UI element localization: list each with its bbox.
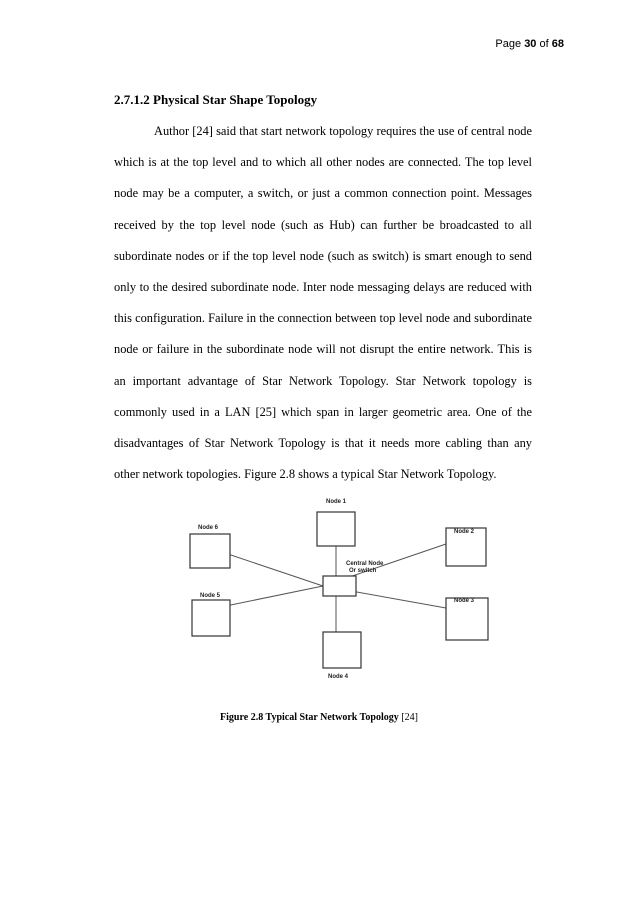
central-node-label-line1: Central Node [346,561,384,567]
node2-label: Node 2 [454,529,475,535]
page-total: 68 [551,38,564,50]
node3-label: Node 3 [454,598,475,604]
page-of: of [539,38,549,50]
star-topology-diagram [176,490,496,686]
link-node5 [216,586,323,608]
node4-box [323,632,361,668]
figure-caption-title: Figure 2.8 Typical Star Network Topology [220,712,399,723]
body-paragraph: Author [24] said that start network topology requires the use of central node which is at the top level and to which all other nodes are connected. The top level node may be a computer, a switch, or just a common connection point. Messages received by the top level node (such as Hub) can further be broadcasted to all subordinate nodes or if the top level node (such as switch) is smart enough to send only to the desired subordinate node. Inter node messaging delays are reduced with this configuration. Failure in the connection between top level node and subordinate node or failure in the subordinate node will not disrupt the entire network. This is an important advantage of Star Network Topology. Star Network topology is commonly used in a LAN [25] which span in larger geometric area. One of the disadvantages of Star Network Topology is that it needs more cabling than any other network topologies. Figure 2.8 shows a typical Star Network Topology. [114,124,532,482]
central-node-box [323,576,356,596]
central-node-label-line2: Or switch [349,568,377,574]
section-title: 2.7.1.2 Physical Star Shape Topology [114,92,318,107]
node1-label: Node 1 [326,499,347,505]
page-current: 30 [524,38,537,50]
node5-label: Node 5 [200,593,221,599]
node1-box [317,512,355,546]
node4-label: Node 4 [328,674,349,680]
link-node6 [216,550,323,586]
figure-caption [0,712,638,723]
page-number [495,38,564,50]
page-prefix: Page [495,38,522,50]
node3-box [446,598,488,640]
node6-label: Node 6 [198,525,219,531]
figure-caption-ref: [24] [398,712,418,723]
node5-box [192,600,230,636]
node6-box [190,534,230,568]
